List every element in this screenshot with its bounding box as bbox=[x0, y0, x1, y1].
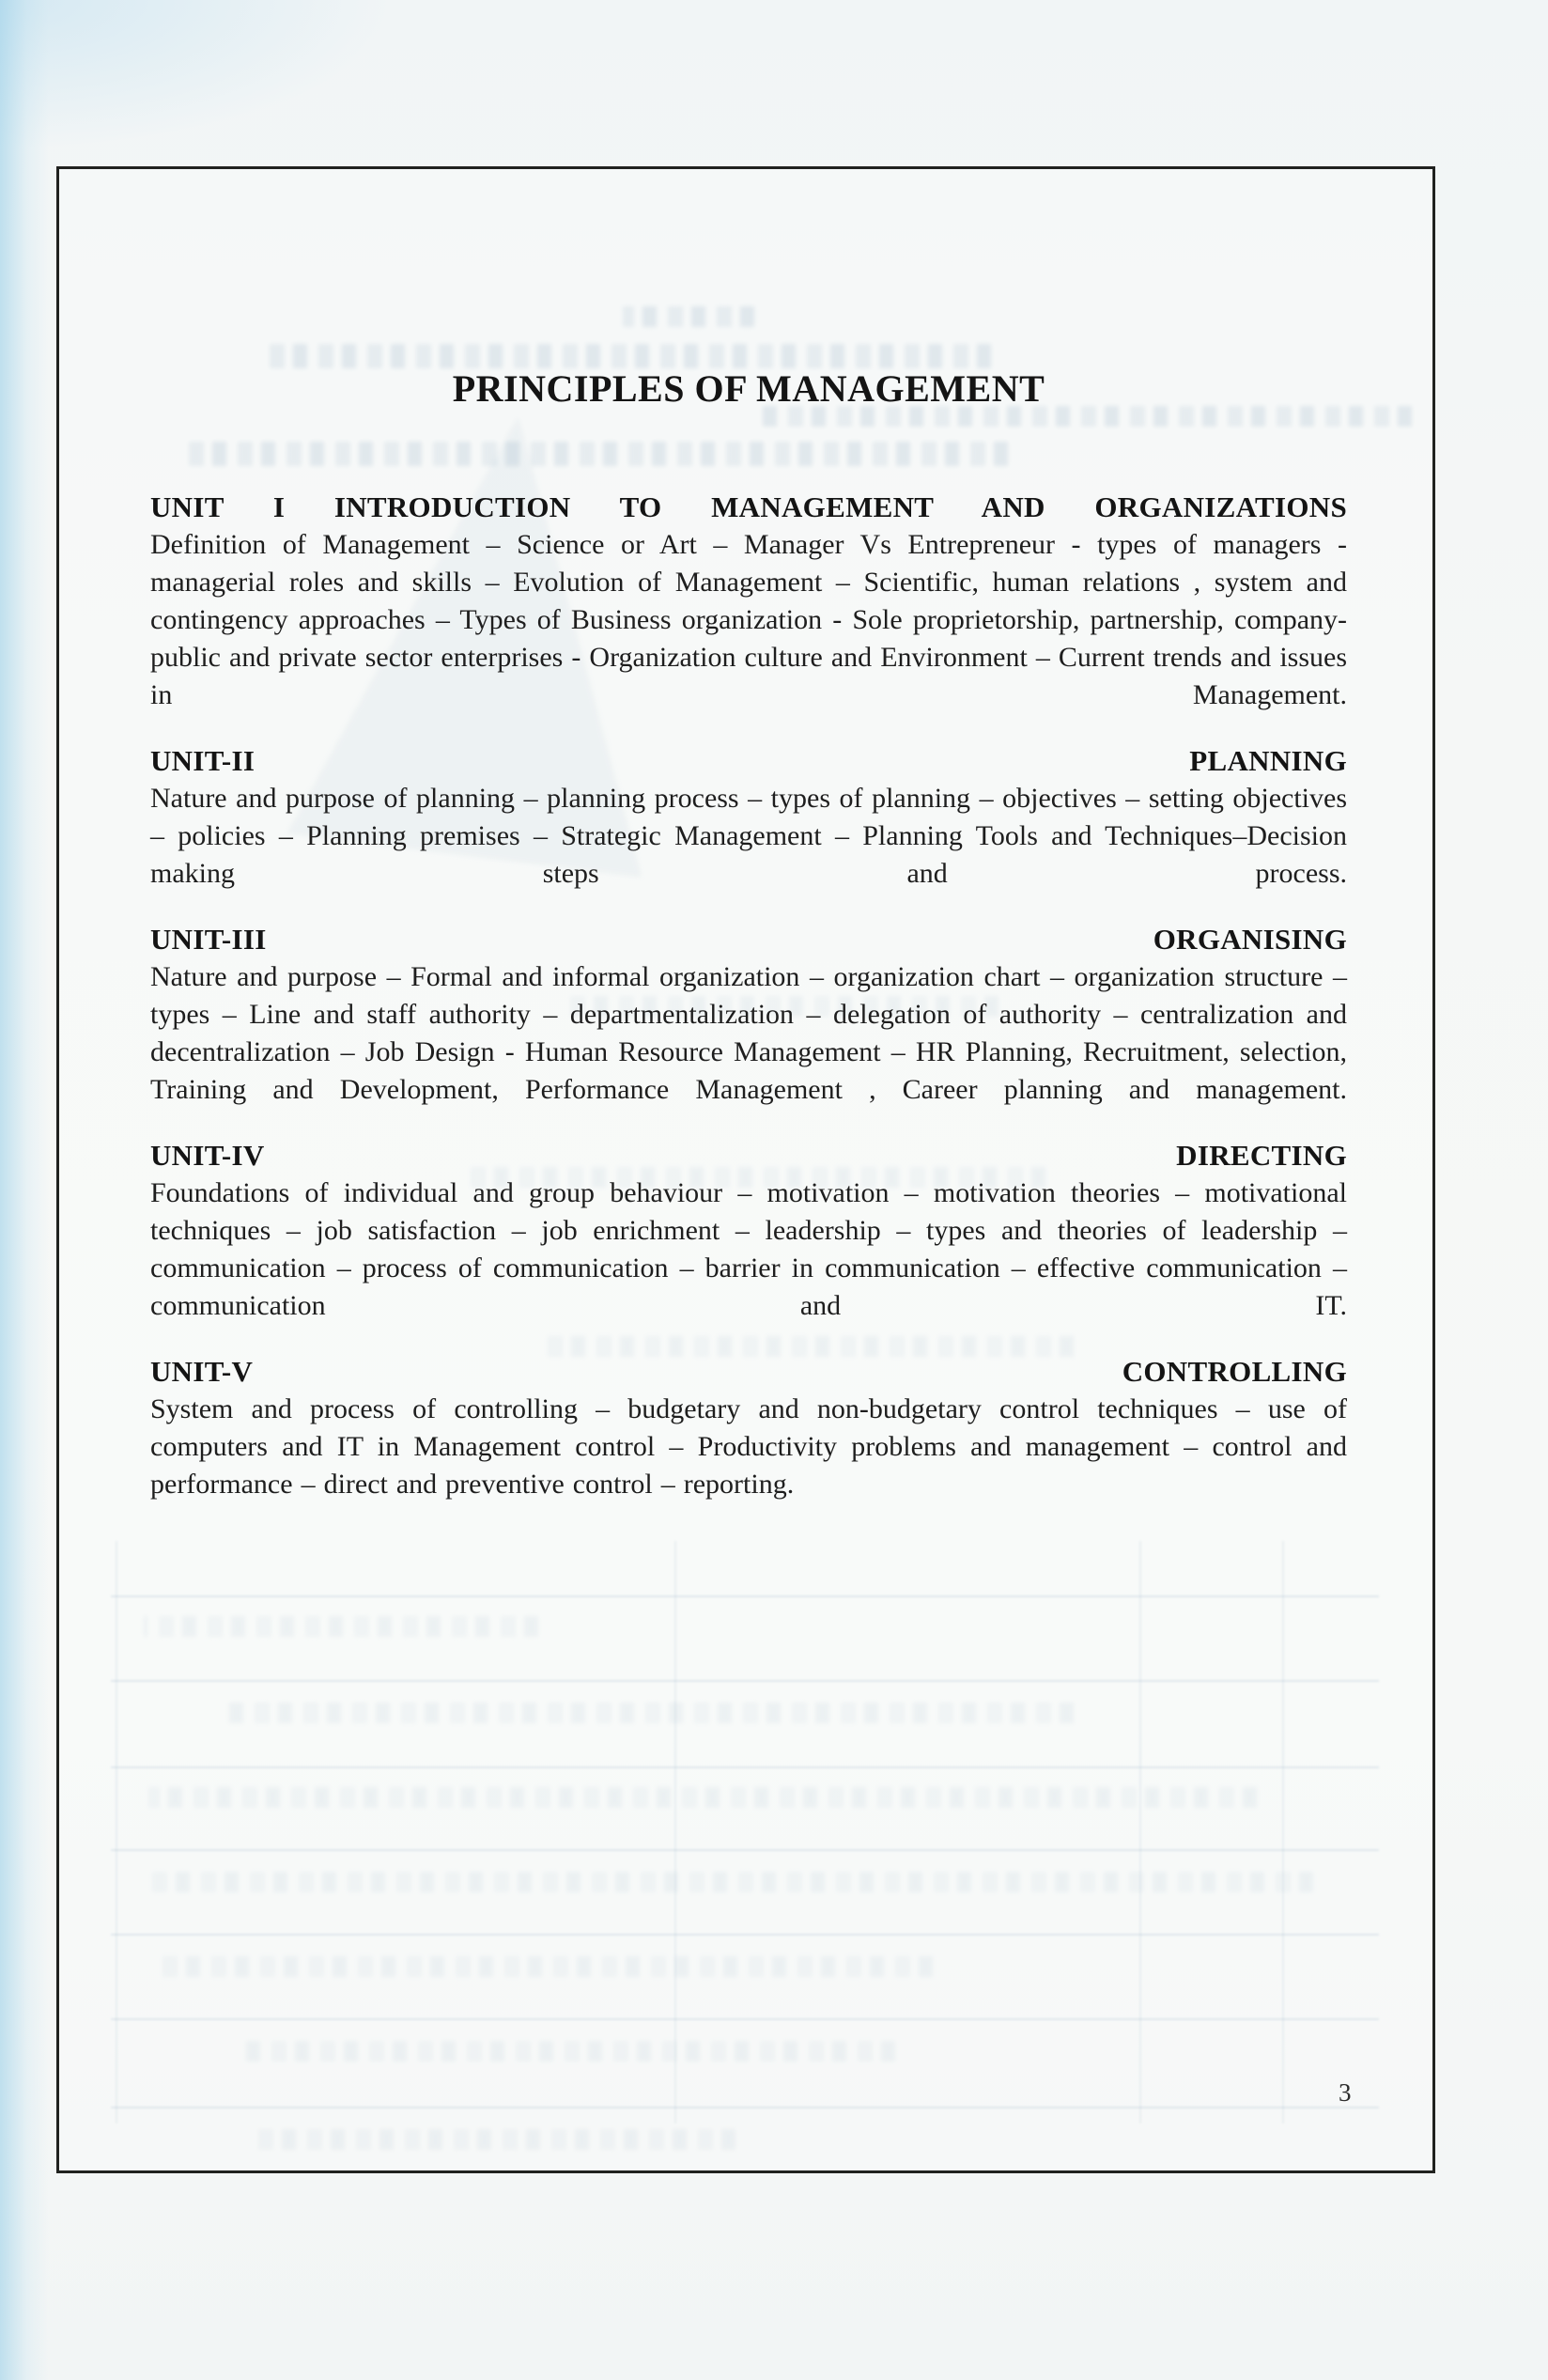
bleed-through-table-line bbox=[111, 1680, 1379, 1682]
unit-5-label: UNIT-V bbox=[150, 1355, 254, 1388]
bleed-through-table-line bbox=[111, 1766, 1379, 1768]
page-title: PRINCIPLES OF MANAGEMENT bbox=[452, 367, 1045, 410]
unit-3-heading bbox=[150, 921, 1347, 958]
unit-2-heading bbox=[150, 742, 1347, 780]
bleed-through-table-line bbox=[116, 1541, 117, 2123]
unit-4-label: UNIT-IV bbox=[150, 1139, 265, 1172]
page-number: 3 bbox=[1339, 2078, 1352, 2107]
bleed-through-smudge bbox=[238, 2041, 895, 2061]
unit-3-label: UNIT-III bbox=[150, 923, 267, 956]
bleed-through-table-line bbox=[111, 2018, 1379, 2020]
bleed-through-table-line bbox=[111, 1849, 1379, 1851]
unit-5-heading bbox=[150, 1353, 1347, 1391]
unit-3-description: Nature and purpose – Formal and informal organization – organization chart – organization structure – types – Line and staff authority – departmentalization – delegation of authority – centralization and decentralization – Job Design - Human Resource Management – HR Planning, Recruitment, selection, Training and Development, Performance Management , Career planning and management. bbox=[150, 961, 1347, 1105]
unit-4-description: Foundations of individual and group behaviour – motivation – motivation theories – motivational techniques – job satisfaction – job enrichment – leadership – types and theories of leadership – communication – process of communication – barrier in communication – effective communication – communication and IT. bbox=[150, 1177, 1347, 1321]
unit-4-heading bbox=[150, 1137, 1347, 1174]
unit-2-description: Nature and purpose of planning – planning process – types of planning – objectives – setting objectives – policies – Planning premises – Strategic Management – Planning Tools and Techniques–Decision making steps and process. bbox=[150, 783, 1347, 889]
unit-5-topic: CONTROLLING bbox=[1122, 1355, 1347, 1388]
unit-1-description: Definition of Management – Science or Art – Manager Vs Entrepreneur - types of managers - managerial roles and skills – Evolution of Management – Scientific, human relations , system and contingency approaches – Types of Business organization - Sole proprietorship, partnership, company-public and private sector enterprises - Organization culture and Environment – Current trends and issues in Management. bbox=[150, 529, 1347, 710]
bleed-through-table-line bbox=[111, 2107, 1379, 2108]
bleed-through-smudge bbox=[148, 1872, 1313, 1892]
unit-1-heading: UNIT I INTRODUCTION TO MANAGEMENT AND ORGANIZATIONS bbox=[150, 490, 1347, 523]
unit-5-section bbox=[150, 1353, 1347, 1503]
unit-3-section bbox=[150, 921, 1347, 1109]
unit-1-section bbox=[150, 489, 1347, 714]
unit-4-section bbox=[150, 1137, 1347, 1325]
bleed-through-table-line bbox=[1282, 1541, 1284, 2123]
unit-2-section bbox=[150, 742, 1347, 893]
bleed-through-smudge bbox=[144, 1616, 538, 1637]
syllabus-content bbox=[150, 169, 1347, 1532]
page-border-frame bbox=[56, 166, 1435, 2173]
scan-left-edge-tint bbox=[0, 0, 49, 2380]
bleed-through-smudge bbox=[163, 1956, 933, 1977]
scan-corner-tint bbox=[0, 0, 395, 150]
bleed-through-smudge bbox=[148, 1787, 1257, 1808]
unit-5-description: System and process of controlling – budgetary and non-budgetary control techniques – use of computers and IT in Management control – Productivity problems and management – control and performance – direct and preventive control – reporting. bbox=[150, 1393, 1347, 1500]
bleed-through-smudge bbox=[228, 1703, 1074, 1723]
bleed-through-table-line bbox=[111, 1934, 1379, 1936]
bleed-through-smudge bbox=[247, 2129, 735, 2150]
unit-2-label: UNIT-II bbox=[150, 744, 255, 777]
bleed-through-table-line bbox=[111, 1595, 1379, 1597]
unit-3-topic: ORGANISING bbox=[1153, 923, 1347, 956]
bleed-through-table-line bbox=[674, 1541, 676, 2123]
unit-2-topic: PLANNING bbox=[1189, 744, 1347, 777]
unit-4-topic: DIRECTING bbox=[1176, 1139, 1347, 1172]
bleed-through-table-line bbox=[1139, 1541, 1141, 2123]
